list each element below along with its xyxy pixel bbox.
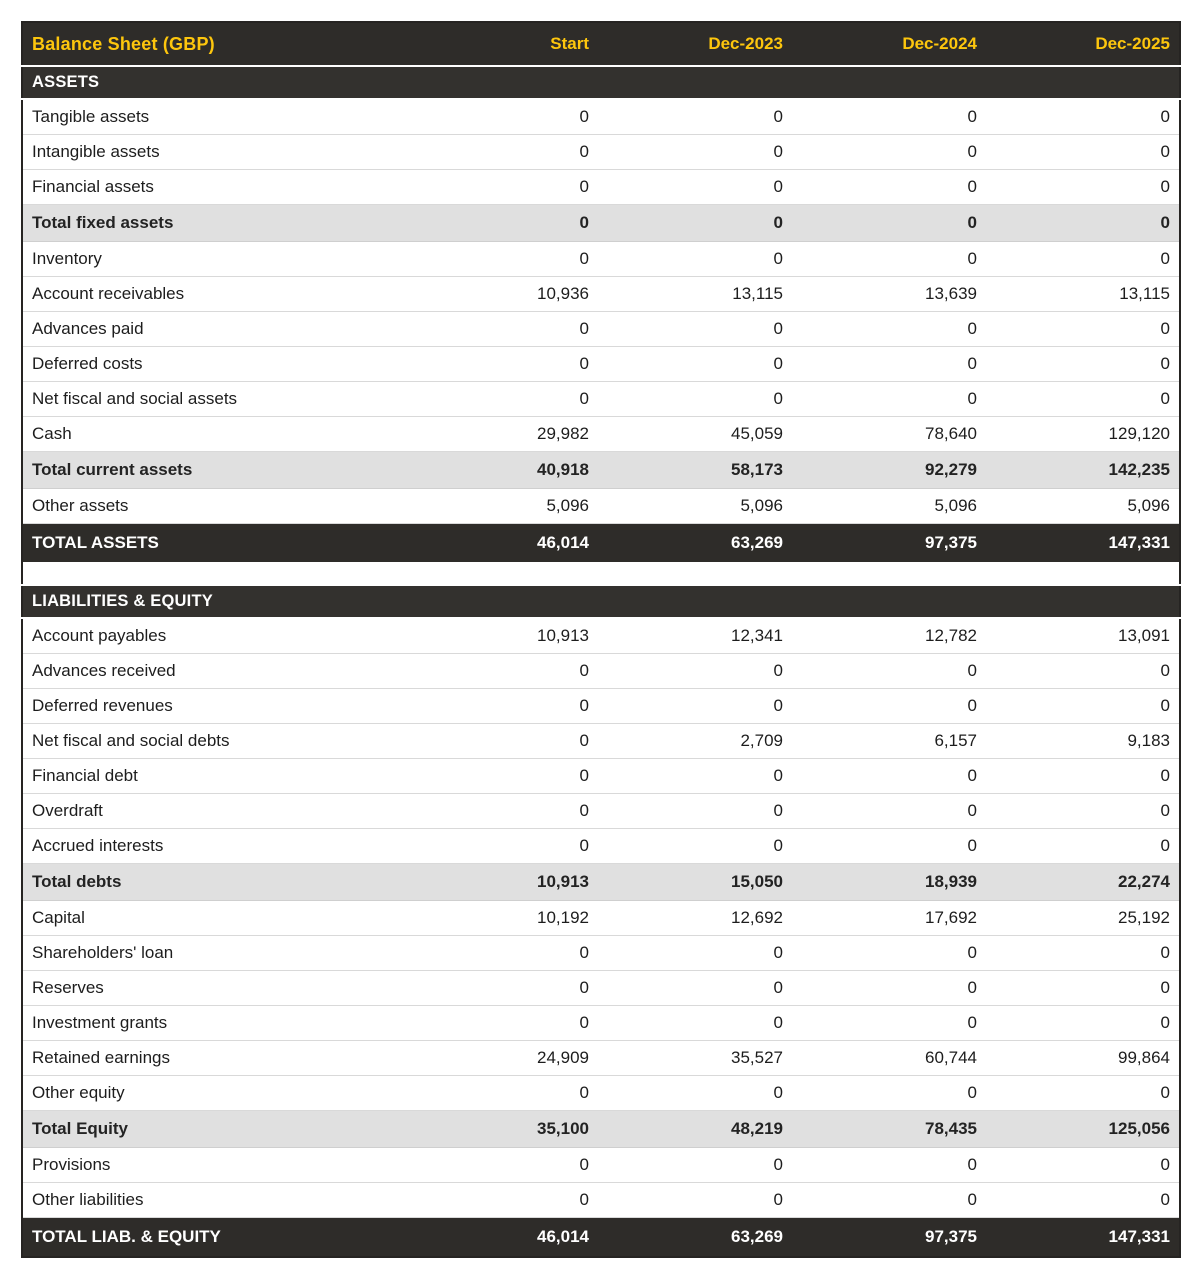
table-row (22, 277, 1180, 312)
cell-value: 0 (792, 1006, 986, 1041)
cell-value: 0 (404, 1076, 598, 1111)
row-label: Intangible assets (22, 135, 404, 170)
total-row (22, 1218, 1180, 1258)
cell-value: 0 (598, 242, 792, 277)
cell-value: 0 (598, 1006, 792, 1041)
cell-value: 0 (404, 1148, 598, 1183)
cell-value: 78,435 (792, 1111, 986, 1148)
cell-value: 0 (792, 170, 986, 205)
subtotal-row (22, 205, 1180, 242)
cell-value: 13,115 (986, 277, 1180, 312)
table-row (22, 689, 1180, 724)
cell-value: 25,192 (986, 901, 1180, 936)
col-header-dec-2025: Dec-2025 (986, 22, 1180, 66)
cell-value: 0 (598, 312, 792, 347)
cell-value: 0 (986, 242, 1180, 277)
cell-value: 0 (598, 829, 792, 864)
row-label: Investment grants (22, 1006, 404, 1041)
cell-value: 0 (404, 382, 598, 417)
row-label: Account receivables (22, 277, 404, 312)
row-label: Cash (22, 417, 404, 452)
row-label: Net fiscal and social debts (22, 724, 404, 759)
cell-value: 0 (598, 1183, 792, 1218)
row-label: TOTAL LIAB. & EQUITY (22, 1218, 404, 1258)
cell-value: 29,982 (404, 417, 598, 452)
cell-value: 0 (404, 971, 598, 1006)
cell-value: 0 (792, 1076, 986, 1111)
cell-value: 0 (598, 135, 792, 170)
cell-value: 0 (404, 242, 598, 277)
table-row (22, 1006, 1180, 1041)
cell-value: 0 (598, 936, 792, 971)
table-row (22, 1148, 1180, 1183)
cell-value: 2,709 (598, 724, 792, 759)
table-row (22, 1041, 1180, 1076)
table-row (22, 829, 1180, 864)
row-label: Deferred revenues (22, 689, 404, 724)
table-header-row (22, 22, 1180, 66)
row-label: Deferred costs (22, 347, 404, 382)
table-row (22, 724, 1180, 759)
cell-value: 0 (986, 794, 1180, 829)
table-row (22, 135, 1180, 170)
cell-value: 0 (792, 936, 986, 971)
cell-value: 5,096 (792, 489, 986, 524)
cell-value: 125,056 (986, 1111, 1180, 1148)
row-label: Accrued interests (22, 829, 404, 864)
cell-value: 0 (792, 135, 986, 170)
row-label: Other assets (22, 489, 404, 524)
cell-value: 0 (404, 347, 598, 382)
cell-value: 92,279 (792, 452, 986, 489)
balance-sheet-table (21, 21, 1181, 1258)
col-header-start: Start (404, 22, 598, 66)
cell-value: 5,096 (598, 489, 792, 524)
cell-value: 13,091 (986, 618, 1180, 654)
cell-value: 147,331 (986, 1218, 1180, 1258)
table-row (22, 794, 1180, 829)
section-header-row (22, 585, 1180, 618)
cell-value: 48,219 (598, 1111, 792, 1148)
cell-value: 0 (404, 135, 598, 170)
row-label: Total Equity (22, 1111, 404, 1148)
cell-value: 45,059 (598, 417, 792, 452)
row-label: Tangible assets (22, 99, 404, 135)
cell-value: 0 (404, 759, 598, 794)
cell-value: 0 (986, 135, 1180, 170)
row-label: Advances paid (22, 312, 404, 347)
cell-value: 0 (792, 654, 986, 689)
cell-value: 0 (404, 829, 598, 864)
cell-value: 60,744 (792, 1041, 986, 1076)
table-header (22, 22, 1180, 66)
cell-value: 10,192 (404, 901, 598, 936)
row-label: Inventory (22, 242, 404, 277)
total-row (22, 524, 1180, 563)
cell-value: 40,918 (404, 452, 598, 489)
cell-value: 46,014 (404, 524, 598, 563)
cell-value: 0 (404, 205, 598, 242)
cell-value: 0 (792, 759, 986, 794)
cell-value: 13,639 (792, 277, 986, 312)
cell-value: 0 (404, 654, 598, 689)
cell-value: 0 (598, 689, 792, 724)
cell-value: 0 (986, 170, 1180, 205)
cell-value: 0 (792, 99, 986, 135)
cell-value: 0 (598, 1076, 792, 1111)
cell-value: 12,341 (598, 618, 792, 654)
cell-value: 0 (792, 205, 986, 242)
table-row (22, 489, 1180, 524)
table-row (22, 936, 1180, 971)
cell-value: 58,173 (598, 452, 792, 489)
cell-value: 63,269 (598, 1218, 792, 1258)
row-label: Reserves (22, 971, 404, 1006)
cell-value: 18,939 (792, 864, 986, 901)
row-label: Financial debt (22, 759, 404, 794)
table-row (22, 971, 1180, 1006)
cell-value: 0 (792, 382, 986, 417)
row-label: Retained earnings (22, 1041, 404, 1076)
section-spacer (22, 562, 1180, 585)
cell-value: 99,864 (986, 1041, 1180, 1076)
cell-value: 12,782 (792, 618, 986, 654)
cell-value: 0 (598, 1148, 792, 1183)
cell-value: 0 (986, 936, 1180, 971)
cell-value: 129,120 (986, 417, 1180, 452)
cell-value: 0 (598, 170, 792, 205)
cell-value: 0 (598, 205, 792, 242)
cell-value: 97,375 (792, 524, 986, 563)
row-label: Other equity (22, 1076, 404, 1111)
cell-value: 0 (792, 347, 986, 382)
cell-value: 0 (792, 794, 986, 829)
cell-value: 9,183 (986, 724, 1180, 759)
cell-value: 0 (792, 971, 986, 1006)
cell-value: 0 (404, 724, 598, 759)
table-row (22, 1076, 1180, 1111)
cell-value: 147,331 (986, 524, 1180, 563)
cell-value: 0 (986, 971, 1180, 1006)
cell-value: 0 (986, 1148, 1180, 1183)
row-label: Advances received (22, 654, 404, 689)
cell-value: 0 (404, 1183, 598, 1218)
cell-value: 5,096 (404, 489, 598, 524)
cell-value: 12,692 (598, 901, 792, 936)
cell-value: 0 (986, 1183, 1180, 1218)
row-label: Provisions (22, 1148, 404, 1183)
cell-value: 0 (598, 654, 792, 689)
cell-value: 0 (986, 689, 1180, 724)
cell-value: 0 (986, 382, 1180, 417)
cell-value: 0 (986, 829, 1180, 864)
subtotal-row (22, 864, 1180, 901)
cell-value: 0 (404, 312, 598, 347)
spacer-cell (22, 562, 1180, 585)
table-row (22, 1183, 1180, 1218)
table-row (22, 99, 1180, 135)
cell-value: 0 (598, 347, 792, 382)
cell-value: 0 (404, 99, 598, 135)
section-header-row (22, 66, 1180, 99)
cell-value: 0 (792, 1148, 986, 1183)
row-label: Net fiscal and social assets (22, 382, 404, 417)
cell-value: 0 (792, 242, 986, 277)
cell-value: 0 (404, 689, 598, 724)
row-label: Other liabilities (22, 1183, 404, 1218)
cell-value: 10,936 (404, 277, 598, 312)
row-label: Total debts (22, 864, 404, 901)
table-body (22, 66, 1180, 1257)
cell-value: 0 (986, 312, 1180, 347)
cell-value: 15,050 (598, 864, 792, 901)
table-row (22, 618, 1180, 654)
cell-value: 0 (404, 1006, 598, 1041)
cell-value: 0 (404, 170, 598, 205)
cell-value: 17,692 (792, 901, 986, 936)
table-title: Balance Sheet (GBP) (22, 22, 404, 66)
cell-value: 22,274 (986, 864, 1180, 901)
subtotal-row (22, 1111, 1180, 1148)
table-row (22, 242, 1180, 277)
table-row (22, 417, 1180, 452)
cell-value: 13,115 (598, 277, 792, 312)
cell-value: 0 (986, 759, 1180, 794)
cell-value: 6,157 (792, 724, 986, 759)
cell-value: 142,235 (986, 452, 1180, 489)
cell-value: 35,100 (404, 1111, 598, 1148)
cell-value: 0 (986, 1006, 1180, 1041)
table-row (22, 759, 1180, 794)
cell-value: 0 (598, 759, 792, 794)
cell-value: 97,375 (792, 1218, 986, 1258)
table-row (22, 654, 1180, 689)
table-row (22, 347, 1180, 382)
cell-value: 0 (598, 971, 792, 1006)
col-header-dec-2024: Dec-2024 (792, 22, 986, 66)
cell-value: 0 (986, 347, 1180, 382)
cell-value: 0 (792, 829, 986, 864)
cell-value: 0 (986, 654, 1180, 689)
cell-value: 0 (986, 205, 1180, 242)
table-row (22, 901, 1180, 936)
section-label: ASSETS (22, 66, 1180, 99)
cell-value: 10,913 (404, 618, 598, 654)
cell-value: 0 (598, 99, 792, 135)
cell-value: 0 (986, 99, 1180, 135)
cell-value: 63,269 (598, 524, 792, 563)
cell-value: 0 (986, 1076, 1180, 1111)
cell-value: 0 (792, 1183, 986, 1218)
cell-value: 5,096 (986, 489, 1180, 524)
cell-value: 0 (792, 312, 986, 347)
cell-value: 10,913 (404, 864, 598, 901)
row-label: Financial assets (22, 170, 404, 205)
cell-value: 0 (598, 794, 792, 829)
row-label: Total current assets (22, 452, 404, 489)
table-row (22, 170, 1180, 205)
table-row (22, 382, 1180, 417)
row-label: TOTAL ASSETS (22, 524, 404, 563)
cell-value: 0 (792, 689, 986, 724)
section-label: LIABILITIES & EQUITY (22, 585, 1180, 618)
cell-value: 35,527 (598, 1041, 792, 1076)
cell-value: 78,640 (792, 417, 986, 452)
cell-value: 0 (598, 382, 792, 417)
row-label: Total fixed assets (22, 205, 404, 242)
cell-value: 24,909 (404, 1041, 598, 1076)
col-header-dec-2023: Dec-2023 (598, 22, 792, 66)
cell-value: 0 (404, 936, 598, 971)
subtotal-row (22, 452, 1180, 489)
cell-value: 0 (404, 794, 598, 829)
table-row (22, 312, 1180, 347)
row-label: Overdraft (22, 794, 404, 829)
row-label: Shareholders' loan (22, 936, 404, 971)
cell-value: 46,014 (404, 1218, 598, 1258)
row-label: Account payables (22, 618, 404, 654)
row-label: Capital (22, 901, 404, 936)
